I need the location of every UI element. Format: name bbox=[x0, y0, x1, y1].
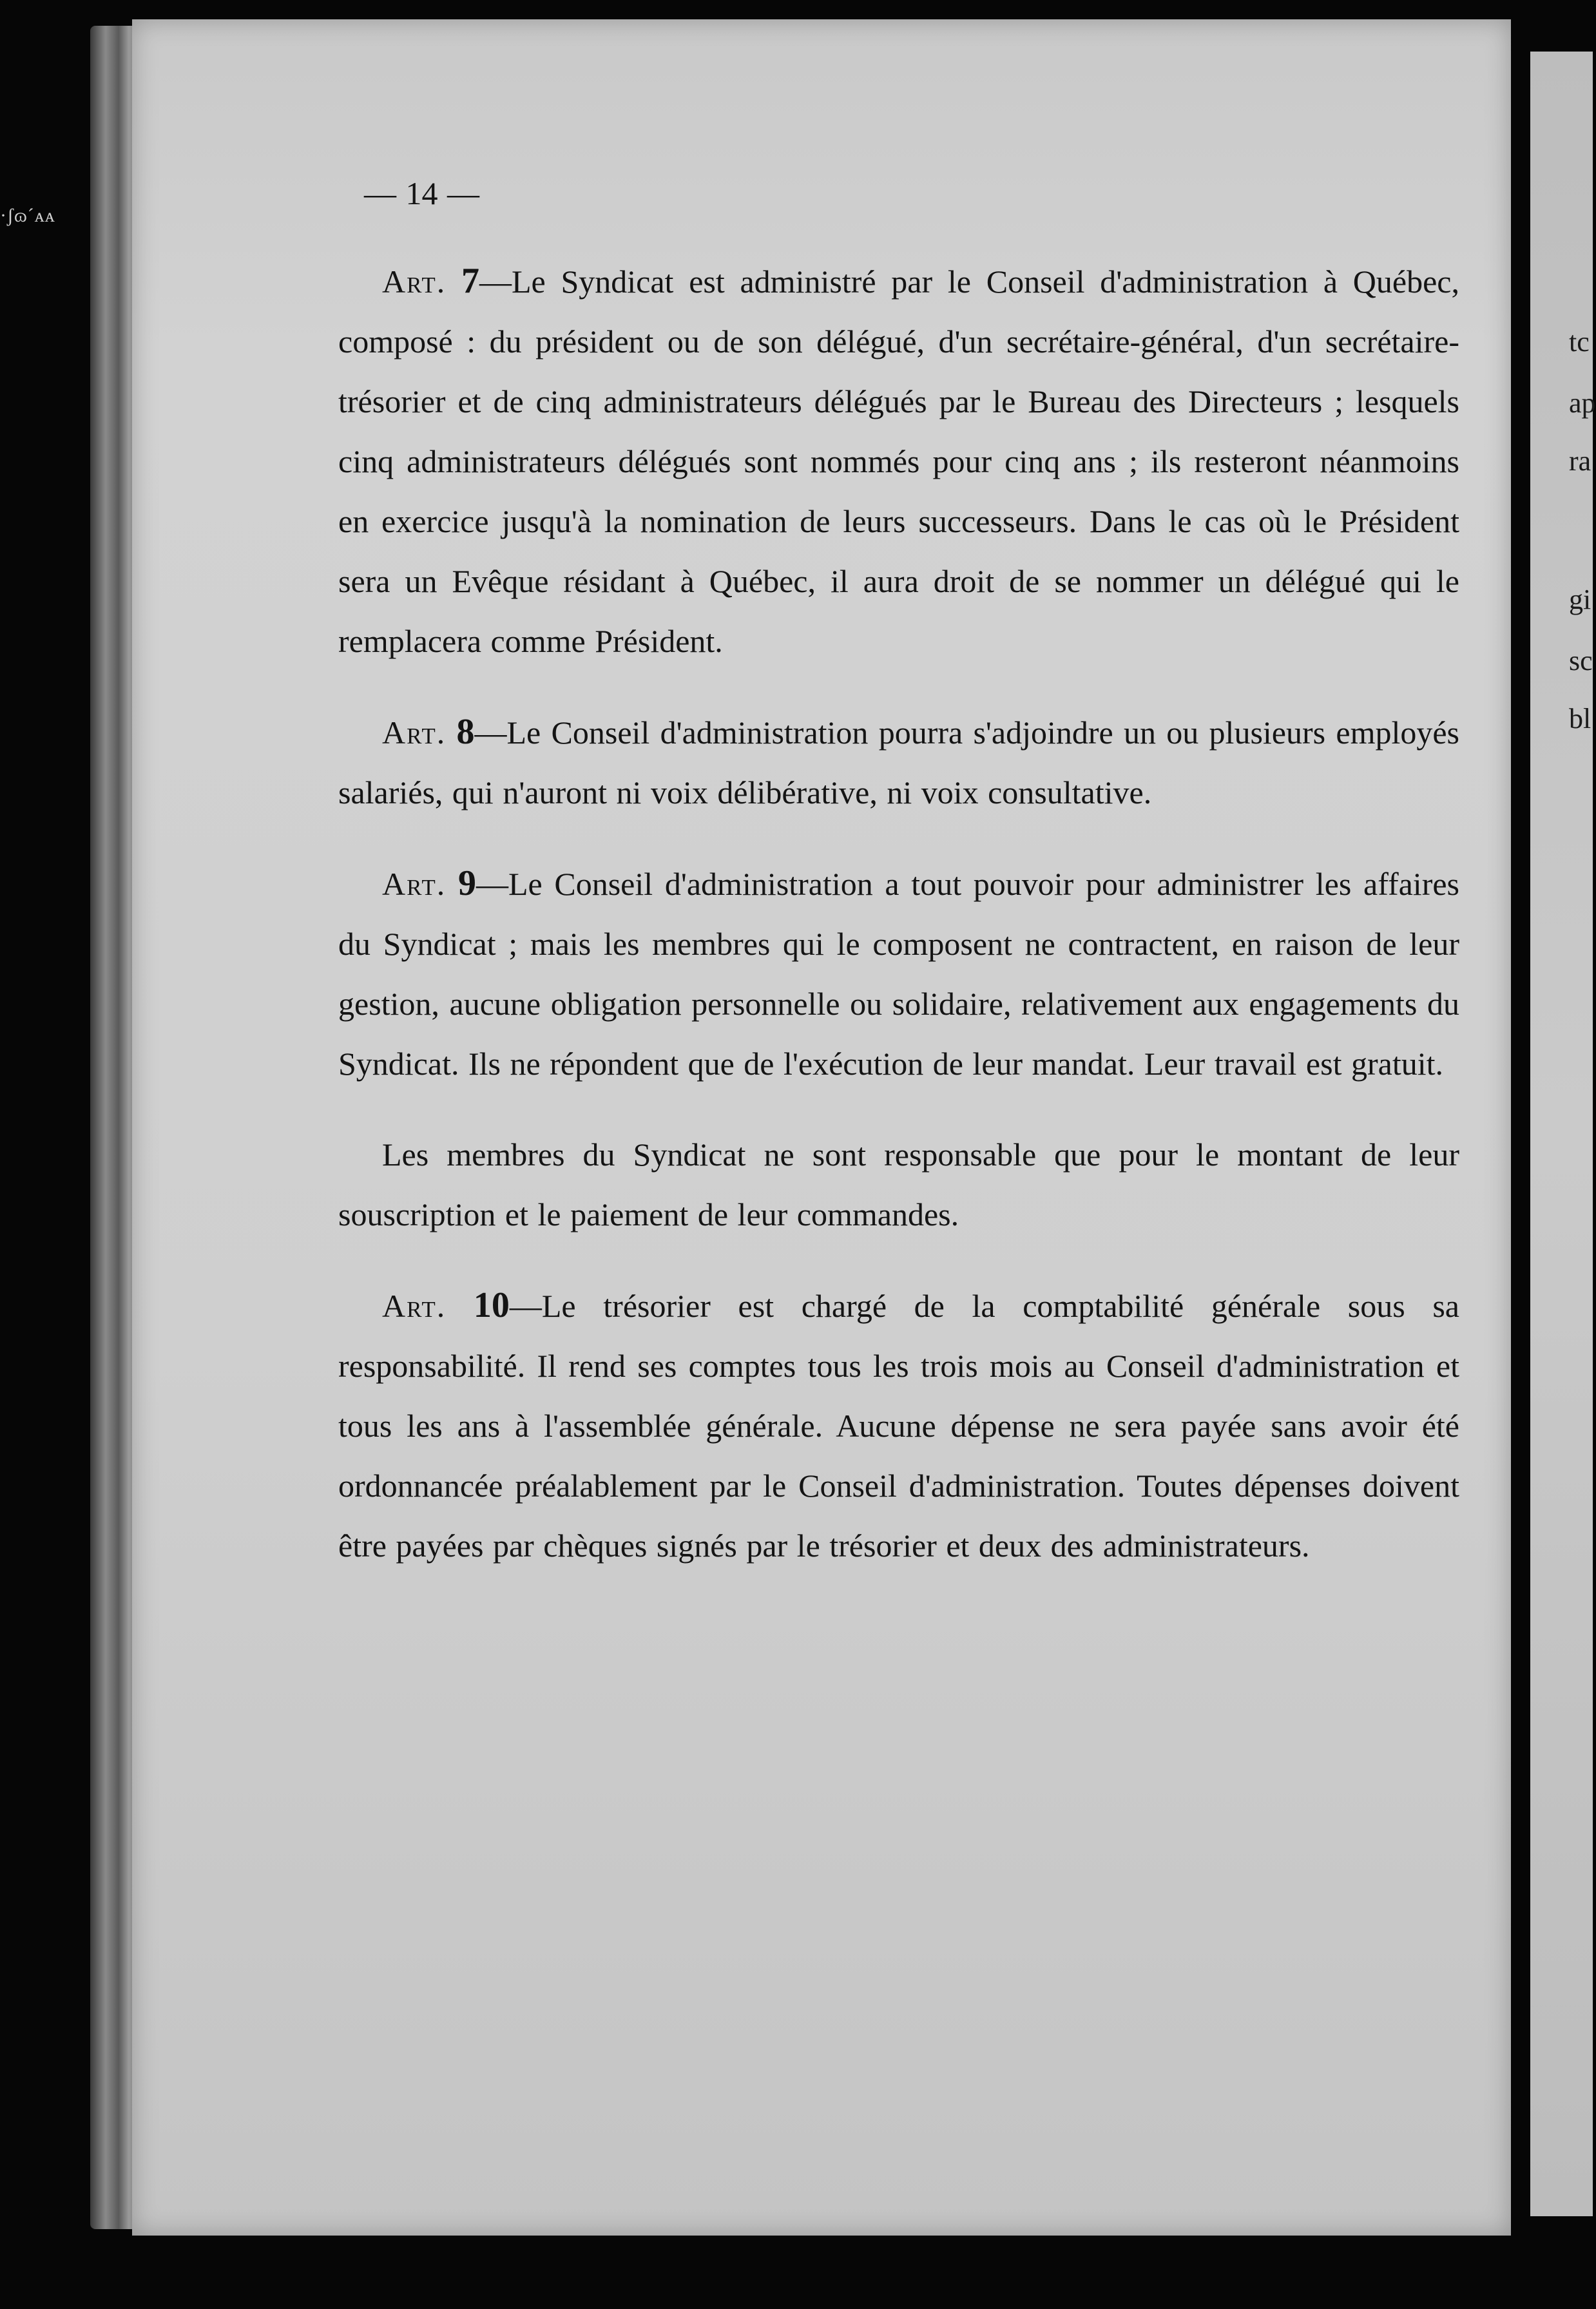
article-text: Le Syndicat est administré par le Conseil d'administration à Québec, composé : du président ou de son délégué, d'un secrétaire-général, d'un secrétaire-trésorier et de cinq administrateurs délégués par le Bureau des Directeurs ; lesquels cinq administrateurs délégués sont nommés pour cinq ans ; ils resteront néanmoins en exercice jusqu'à la nomination de leurs successeurs. Dans le cas où le Président sera un Evêque résidant à Québec, il aura droit de se nommer un délégué qui le remplacera comme Président. bbox=[338, 263, 1459, 659]
article-number: 9 bbox=[457, 863, 476, 903]
members-liability-paragraph: Les membres du Syndicat ne sont responsable que pour le montant de leur souscription et le paiement de leur commandes. bbox=[338, 1136, 1459, 1232]
facing-page-edge bbox=[1530, 52, 1593, 2216]
facing-page-fragment: bl bbox=[1569, 703, 1591, 734]
margin-mark: ·ʃɷ´ᴀᴀ bbox=[0, 205, 55, 226]
article-number: 8 bbox=[456, 712, 475, 752]
article-text: Le trésorier est chargé de la comptabilité générale sous sa responsabilité. Il rend ses comptes tous les trois mois au Conseil d'administration et tous les ans à l'assemblée générale. Aucune dépense ne sera payée sans avoir été ordonnancée préalablement par le Conseil d'administration. Toutes dépenses doivent être payées par chèques signés par le trésorier et deux des administrateurs. bbox=[338, 1288, 1459, 1564]
article-8 bbox=[338, 702, 1459, 823]
article-number: 10 bbox=[473, 1285, 510, 1325]
facing-page-fragment: ra bbox=[1569, 445, 1591, 477]
article-text: Le Conseil d'administration a tout pouvoir pour administrer les affaires du Syndicat ; mais les membres qui le composent ne contractent, en raison de leur gestion, aucune obligation personnelle ou solidaire, relativement aux engagements du Syndicat. Ils ne répondent que de l'exécution de leur mandat. Leur travail est gratuit. bbox=[338, 866, 1460, 1082]
article-dash: — bbox=[474, 714, 507, 751]
facing-page-fragment: sc bbox=[1569, 645, 1593, 676]
article-number: 7 bbox=[461, 261, 479, 301]
article-9 bbox=[338, 854, 1459, 1094]
facing-page-fragment: gi bbox=[1569, 584, 1591, 615]
article-label: Art. bbox=[382, 714, 447, 751]
article-7 bbox=[338, 251, 1459, 671]
page-text bbox=[338, 174, 1459, 1607]
facing-page-fragment: ap bbox=[1569, 387, 1596, 419]
article-label: Art. bbox=[382, 263, 447, 300]
article-label: Art. bbox=[382, 1288, 447, 1324]
article-dash: — bbox=[509, 1288, 542, 1324]
article-text: Le Conseil d'administration pourra s'adjoindre un ou plusieurs employés salariés, qui n'auront ni voix délibérative, ni voix consultative. bbox=[338, 714, 1459, 810]
article-dash: — bbox=[476, 866, 508, 902]
page-number: — 14 — bbox=[364, 175, 479, 211]
facing-page-fragment: tc bbox=[1569, 326, 1590, 358]
article-10 bbox=[338, 1276, 1459, 1576]
article-dash: — bbox=[479, 263, 512, 300]
article-label: Art. bbox=[382, 866, 447, 902]
